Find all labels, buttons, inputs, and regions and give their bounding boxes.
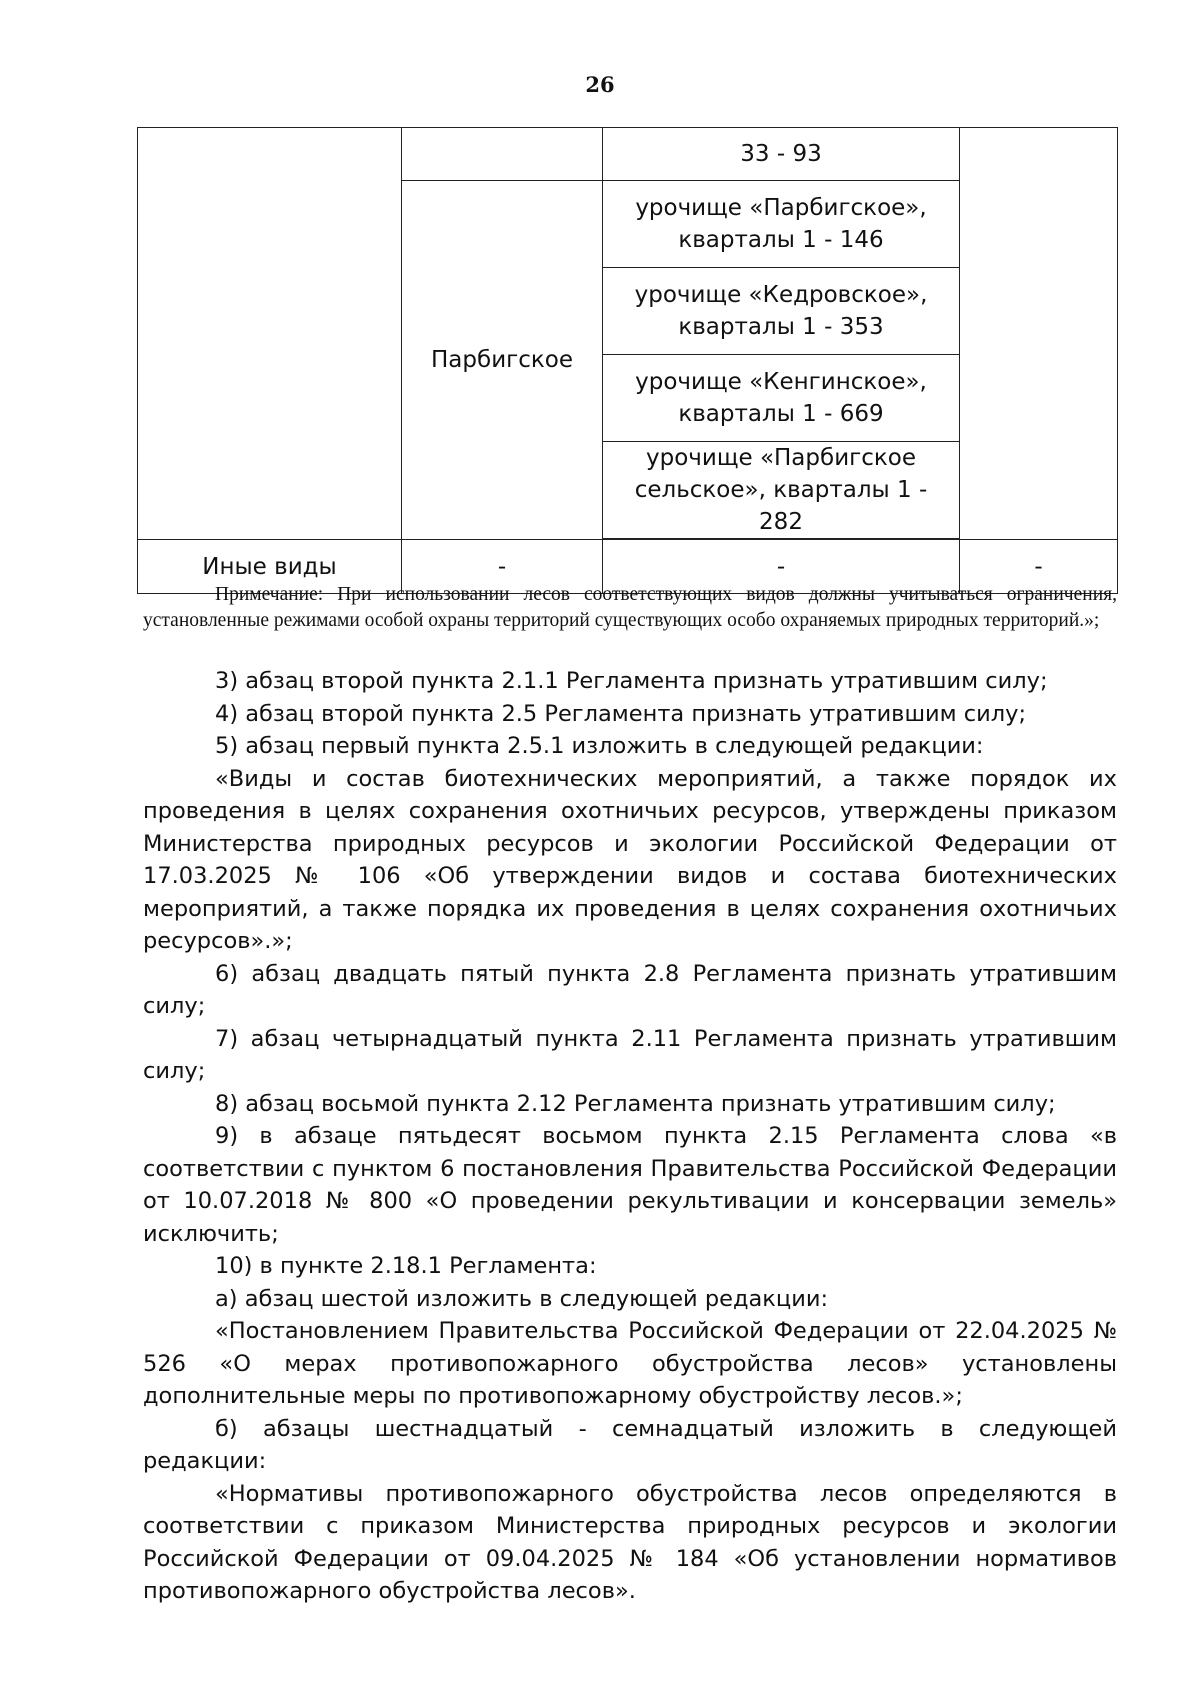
table-cell-dash: - — [603, 540, 960, 594]
forestry-table — [137, 127, 1118, 594]
paragraph-quote-fire-norms: «Нормативы противопожарного обустройства лесов определяются в соответствии с приказом Министерства природных ресурсов и экологии Российской Федерации от 09.04.2025 № 184 «Об установлении нормативов противопожарного обустройства лесов». — [143, 1480, 1117, 1604]
table-row — [138, 128, 1118, 181]
paragraph-item-8: 8) абзац восьмой пункта 2.12 Регламента признать утратившим силу; — [215, 1090, 1056, 1117]
table-note: Примечание: При использовании лесов соответствующих видов должны учитываться ограничения, установленные режимами особой охраны территорий существующих особо охраняемых природных территорий.»; — [143, 584, 1117, 631]
paragraph-item-10: 10) в пункте 2.18.1 Регламента: — [215, 1253, 597, 1279]
document-body — [143, 665, 1117, 1608]
paragraph-quote-fire-measures: «Постановлением Правительства Российской Федерации от 22.04.2025 № 526 «О мерах противопожарного обустройства лесов» установлены дополнительные меры по противопожарному обустройству лесов.»; — [143, 1318, 1117, 1409]
table-cell-forestry-name: Парбигское — [402, 181, 603, 540]
page-number: 26 — [585, 72, 615, 97]
paragraph-item-3: 3) абзац второй пункта 2.1.1 Регламента признать утратившим силу; — [215, 668, 1048, 694]
table-cell-dash: - — [960, 540, 1118, 594]
table-cell-tract: урочище «Парбигское сельское», кварталы 1 - 282 — [603, 442, 960, 539]
table-cell-empty — [402, 128, 603, 181]
paragraph-quote-biotech: «Виды и состав биотехнических мероприятий, а также порядок их проведения в целях сохранения охотничьих ресурсов, утверждены приказом Министерства природных ресурсов и экологии Российской Федерации от 17.03.2025 № 106 «Об утверждении видов и состава биотехнических мероприятий, а также порядка их проведения в целях сохранения охотничьих ресурсов».»; — [143, 765, 1117, 954]
table-cell-tract: урочище «Кенгинское», кварталы 1 - 669 — [603, 355, 960, 442]
paragraph-item-5: 5) абзац первый пункта 2.5.1 изложить в следующей редакции: — [215, 733, 984, 759]
table-cell-quarters: 33 - 93 — [603, 128, 960, 181]
paragraph-item-10b: б) абзацы шестнадцатый - семнадцатый изложить в следующей редакции: — [143, 1415, 1117, 1474]
paragraph-item-10a: а) абзац шестой изложить в следующей редакции: — [215, 1285, 829, 1312]
table-cell-empty — [960, 128, 1118, 540]
table-cell-tract: урочище «Парбигское», кварталы 1 - 146 — [603, 181, 960, 268]
table-cell-tract: урочище «Кедровское», кварталы 1 - 353 — [603, 268, 960, 355]
paragraph-item-9: 9) в абзаце пятьдесят восьмом пункта 2.15 Регламента слова «в соответствии с пунктом 6 постановления Правительства Российской Федерации от 10.07.2018 № 800 «О проведении рекультивации и консервации земель» исключить; — [143, 1123, 1117, 1247]
paragraph-item-7: 7) абзац четырнадцатый пункта 2.11 Регламента признать утратившим силу; — [143, 1025, 1117, 1084]
table-cell-other-label: Иные виды — [138, 540, 402, 594]
table-cell-dash: - — [402, 540, 603, 594]
table-cell-empty — [138, 128, 402, 540]
paragraph-item-6: 6) абзац двадцать пятый пункта 2.8 Регламента признать утратившим силу; — [143, 960, 1117, 1019]
paragraph-item-4: 4) абзац второй пункта 2.5 Регламента признать утратившим силу; — [215, 700, 1027, 727]
